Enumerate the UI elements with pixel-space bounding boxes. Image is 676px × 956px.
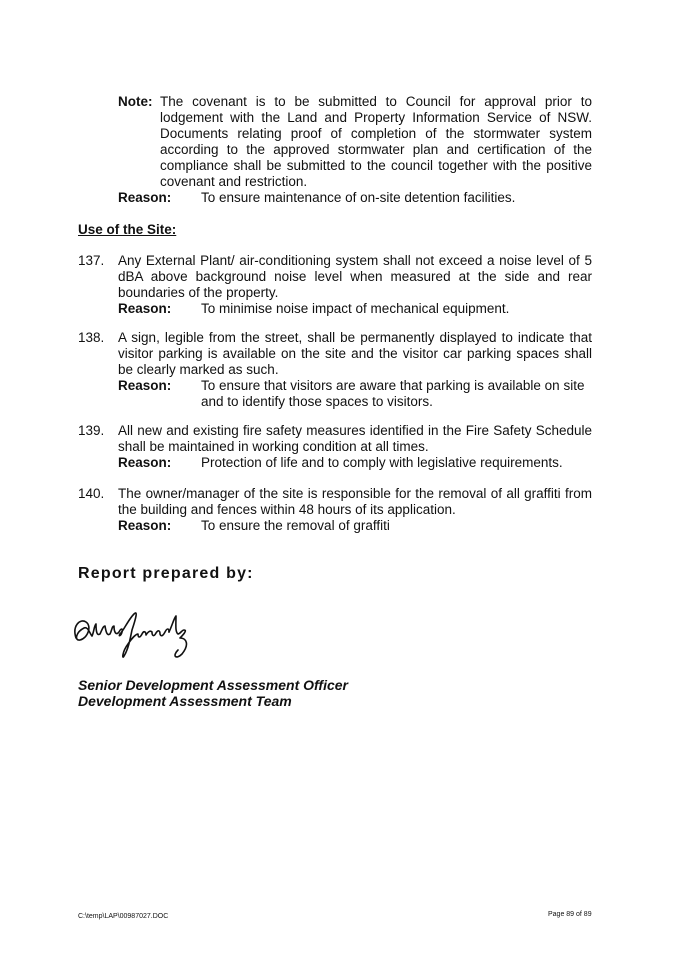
item-number: 139. [78, 423, 105, 438]
item-number: 138. [78, 330, 105, 345]
reason-label: Reason: [118, 378, 172, 393]
signature [70, 604, 200, 664]
reason-text: To ensure that visitors are aware that parking is available on site and to identify those spaces to visitors. [201, 378, 585, 409]
reason-label: Reason: [118, 301, 172, 316]
item-reason [118, 378, 592, 410]
item-reason [118, 455, 592, 471]
reason-text: Protection of life and to comply with legislative requirements. [201, 455, 563, 470]
note-label: Note: [118, 94, 153, 109]
note-reason [118, 190, 592, 206]
reason-text: To minimise noise impact of mechanical equipment. [201, 301, 510, 316]
footer-page-number: Page 89 of 89 [548, 911, 592, 918]
officer-title: Senior Development Assessment Officer [78, 677, 348, 693]
item-body [118, 330, 592, 410]
report-prepared-heading: Report prepared by: [78, 565, 254, 582]
reason-text: To ensure the removal of graffiti [201, 518, 390, 533]
condition-item-140 [78, 486, 592, 534]
item-number: 137. [78, 253, 105, 268]
item-text: The owner/manager of the site is responsible for the removal of all graffiti from the building and fences within 48 hours of its application. [118, 486, 592, 517]
section-heading: Use of the Site: [78, 222, 177, 237]
reason-label: Reason: [118, 190, 172, 205]
item-body [118, 423, 592, 471]
item-number: 140. [78, 486, 105, 501]
item-text: All new and existing fire safety measures identified in the Fire Safety Schedule shall be maintained in working condition at all times. [118, 423, 592, 454]
reason-label: Reason: [118, 455, 172, 470]
item-body [118, 253, 592, 317]
condition-item-137 [78, 253, 592, 317]
reason-text: To ensure maintenance of on-site detention facilities. [201, 190, 516, 205]
condition-item-139 [78, 423, 592, 471]
note-text: The covenant is to be submitted to Council for approval prior to lodgement with the Land and Property Information Service of NSW. Documents relating proof of completion of the stormwater system according to the approved stormwater plan and certification of the compliance shall be submitted to the council together with the positive covenant and restriction. [160, 94, 592, 189]
item-reason [118, 518, 592, 534]
item-text: A sign, legible from the street, shall be permanently displayed to indicate that visitor parking is available on the site and the visitor car parking spaces shall be clearly marked as such. [118, 330, 592, 377]
reason-label: Reason: [118, 518, 172, 533]
footer-file-path: C:\temp\LAP\00987027.DOC [78, 913, 169, 920]
officer-team: Development Assessment Team [78, 693, 292, 709]
note-block [118, 94, 592, 206]
item-body [118, 486, 592, 534]
item-reason [118, 301, 592, 317]
officer-block [78, 677, 348, 709]
item-text: Any External Plant/ air-conditioning system shall not exceed a noise level of 5 dBA above background noise level when measured at the side and rear boundaries of the property. [118, 253, 592, 300]
condition-item-138 [78, 330, 592, 410]
